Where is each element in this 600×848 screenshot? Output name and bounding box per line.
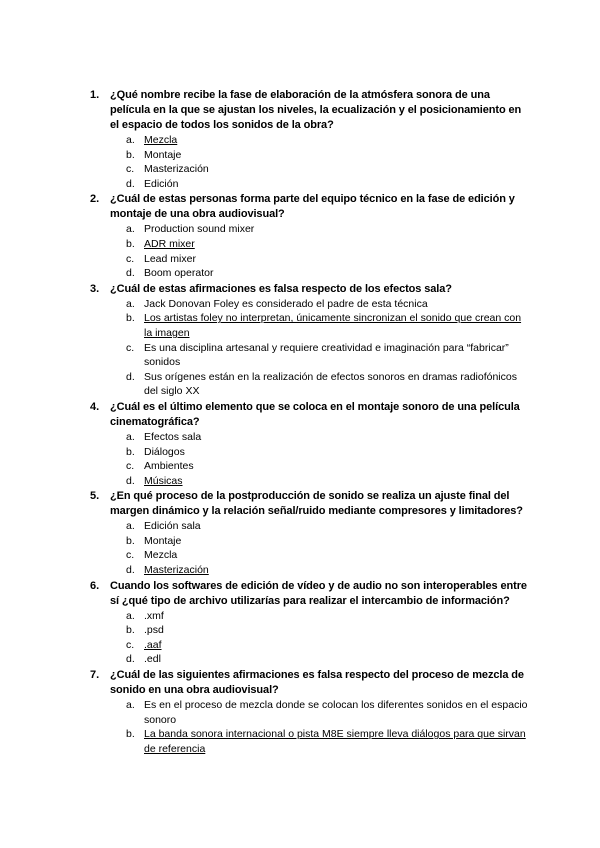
option-text: Lead mixer — [144, 252, 196, 265]
question-item — [90, 668, 530, 756]
question-item — [90, 88, 530, 191]
option-letter: b. — [126, 148, 135, 161]
option-text: Es en el proceso de mezcla donde se colocan los diferentes sonidos en el espacio sonoro — [144, 699, 528, 726]
option-letter: c. — [126, 252, 135, 265]
option-text: Jack Donovan Foley es considerado el padre de esta técnica — [144, 297, 428, 310]
question-text: ¿Qué nombre recibe la fase de elaboración de la atmósfera sonora de una película en la que se ajustan los niveles, la ecualización y el posicionamiento en el espacio de todos los sonidos de la obra? — [110, 89, 522, 131]
option-letter: a. — [126, 297, 135, 310]
option-letter: b. — [126, 534, 135, 547]
option-text: .xmf — [144, 609, 164, 622]
option-text: Masterización — [144, 564, 209, 577]
option-letter: d. — [126, 267, 135, 280]
answer-option — [126, 519, 530, 534]
option-text: Diálogos — [144, 445, 185, 458]
answer-options — [126, 698, 530, 756]
option-text: Edición sala — [144, 520, 201, 533]
answer-option — [126, 162, 530, 177]
answer-option — [126, 430, 530, 445]
question-number: 7. — [90, 669, 100, 682]
answer-option — [126, 623, 530, 638]
option-text: Mezcla — [144, 134, 178, 146]
answer-option — [126, 459, 530, 474]
answer-options — [126, 519, 530, 577]
option-letter: b. — [126, 624, 135, 637]
option-letter: c. — [126, 163, 135, 176]
answer-option — [126, 177, 530, 192]
option-letter: b. — [126, 237, 135, 250]
answer-options — [126, 297, 530, 399]
option-letter: c. — [126, 638, 135, 651]
answer-options — [126, 222, 530, 280]
question-text: Cuando los softwares de edición de vídeo y de audio no son interoperables entre sí ¿qué tipo de archivo utilizarías para realizar el intercambio de información? — [110, 579, 527, 607]
option-text: Ambientes — [144, 460, 194, 473]
question-number: 3. — [90, 282, 100, 295]
option-text: Es una disciplina artesanal y requiere creatividad e imaginación para “fabricar” sonidos — [144, 341, 509, 369]
option-letter: a. — [126, 430, 135, 443]
option-letter: b. — [126, 312, 135, 325]
answer-option-marked — [126, 237, 530, 252]
question-number: 6. — [90, 579, 100, 592]
answer-option — [126, 341, 530, 370]
question-item — [90, 579, 530, 667]
option-letter: d. — [126, 564, 135, 577]
option-letter: b. — [126, 445, 135, 458]
question-item — [90, 400, 530, 488]
answer-option — [126, 609, 530, 624]
option-letter: a. — [126, 520, 135, 533]
question-text: ¿Cuál es el último elemento que se coloca en el montaje sonoro de una película cinematográfica? — [110, 400, 520, 428]
option-letter: c. — [126, 549, 135, 562]
option-letter: d. — [126, 177, 135, 190]
option-text: Montaje — [144, 534, 182, 547]
option-text: .edl — [144, 653, 161, 666]
option-letter: d. — [126, 653, 135, 666]
option-text: Mezcla — [144, 549, 178, 562]
question-number: 2. — [90, 193, 100, 206]
answer-option — [126, 297, 530, 312]
question-text: ¿En qué proceso de la postproducción de sonido se realiza un ajuste final del margen dinámico y la relación señal/ruido mediante compresores y limitadores? — [110, 490, 523, 518]
question-text: ¿Cuál de estas afirmaciones es falsa respecto de los efectos sala? — [110, 282, 452, 295]
answer-option — [126, 266, 530, 281]
question-number: 5. — [90, 490, 100, 503]
option-letter: c. — [126, 341, 135, 354]
option-text: La banda sonora internacional o pista M8E siempre lleva diálogos para que sirvan de referencia — [144, 728, 526, 755]
option-text: Boom operator — [144, 267, 214, 280]
option-text: Sus orígenes están en la realización de efectos sonoros en dramas radiofónicos del siglo XX — [144, 370, 517, 398]
question-item — [90, 489, 530, 577]
option-letter: c. — [126, 460, 135, 473]
answer-option — [126, 652, 530, 667]
option-letter: b. — [126, 728, 135, 741]
answer-option-marked — [126, 563, 530, 578]
option-text: Músicas — [144, 474, 183, 487]
option-text: Efectos sala — [144, 430, 202, 443]
question-item — [90, 192, 530, 280]
question-text: ¿Cuál de estas personas forma parte del equipo técnico en la fase de edición y montaje de una obra audiovisual? — [110, 193, 515, 221]
answer-option — [126, 698, 530, 727]
answer-option-marked — [126, 311, 530, 340]
option-text: Masterización — [144, 163, 209, 176]
answer-option-marked — [126, 133, 530, 148]
question-text: ¿Cuál de las siguientes afirmaciones es falsa respecto del proceso de mezcla de sonido en una obra audiovisual? — [110, 669, 524, 697]
answer-options — [126, 430, 530, 488]
option-text: Montaje — [144, 148, 182, 161]
answer-option-marked — [126, 638, 530, 653]
option-letter: a. — [126, 699, 135, 712]
question-number: 1. — [90, 89, 100, 101]
option-text: ADR mixer — [144, 237, 195, 250]
answer-option — [126, 445, 530, 460]
option-letter: d. — [126, 370, 135, 383]
option-letter: a. — [126, 223, 135, 236]
option-text: Los artistas foley no interpretan, únicamente sincronizan el sonido que crean con la imagen — [144, 312, 522, 339]
answer-option — [126, 534, 530, 549]
option-letter: a. — [126, 134, 135, 146]
question-item — [90, 282, 530, 399]
answer-option — [126, 222, 530, 237]
answer-option — [126, 252, 530, 267]
answer-options — [126, 609, 530, 667]
option-text: .aaf — [144, 638, 162, 651]
option-text: Production sound mixer — [144, 223, 255, 236]
answer-option-marked — [126, 474, 530, 489]
option-text: Edición — [144, 177, 179, 190]
option-letter: d. — [126, 474, 135, 487]
answer-option — [126, 548, 530, 563]
option-text: .psd — [144, 624, 164, 637]
answer-option — [126, 370, 530, 399]
question-list — [90, 88, 530, 757]
option-letter: a. — [126, 609, 135, 622]
question-number: 4. — [90, 400, 100, 413]
answer-option-marked — [126, 727, 530, 756]
answer-option — [126, 148, 530, 163]
answer-options — [126, 133, 530, 191]
